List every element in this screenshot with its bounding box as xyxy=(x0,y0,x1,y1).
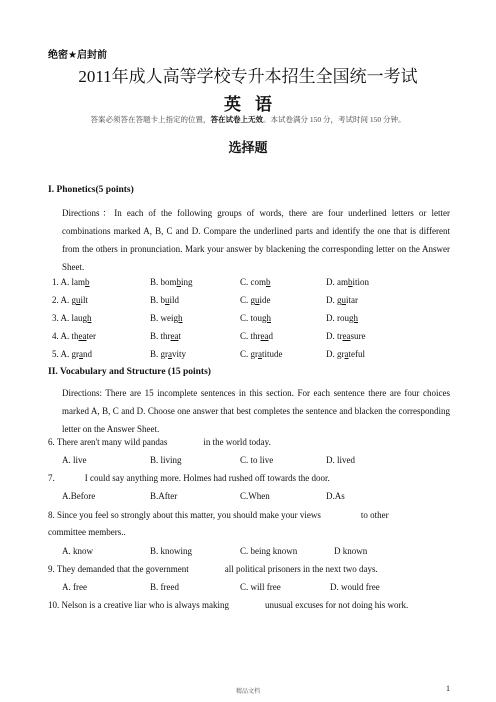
option: B. build xyxy=(150,295,180,305)
part1-heading: I. Phonetics(5 points) xyxy=(48,185,134,195)
option: B. knowing xyxy=(150,546,193,556)
option: C. thread xyxy=(240,331,274,341)
option: C.When xyxy=(240,491,270,501)
option: C. gratitude xyxy=(240,349,283,359)
question-text: 7. xyxy=(48,473,55,483)
option: D. would free xyxy=(330,582,380,592)
phonetics-row xyxy=(48,277,458,291)
option: D.As xyxy=(326,491,345,501)
option: B. bombing xyxy=(150,277,193,287)
question-8 xyxy=(48,510,389,520)
options-row xyxy=(48,455,458,469)
question-text: 8. Since you feel so strongly about this matter, you should make your views xyxy=(48,510,321,520)
question-text: in the world today. xyxy=(203,437,271,447)
footer-label: 精品文档 xyxy=(235,688,260,695)
option: D. rough xyxy=(326,313,358,323)
option: B. freed xyxy=(150,582,179,592)
notice-bold: 答在试卷上无效 xyxy=(210,115,263,124)
section-title: 选择题 xyxy=(228,141,268,156)
option: C. guide xyxy=(240,295,271,305)
phonetics-row xyxy=(48,331,458,345)
question-text: 9. They demanded that the government xyxy=(48,564,189,574)
option: D. ambition xyxy=(326,277,370,287)
question-text: to other xyxy=(360,510,389,520)
notice-text-2: 。本试卷满分 150 分，考试时间 150 分钟。 xyxy=(263,115,406,124)
page-number: 1 xyxy=(446,684,450,693)
option: B. gravity xyxy=(150,349,187,359)
part2-directions: Directions: There are 15 incomplete sentences in this section. For each sentence there are four choices marked A, B, C and D. Choose one answer that best completes the sentence and blacken the corresponding letter on the Answer Sheet. xyxy=(62,388,450,434)
option: B. weigh xyxy=(150,313,183,323)
exam-notice xyxy=(0,114,496,125)
option: C. being known xyxy=(240,546,298,556)
question-7 xyxy=(48,473,330,483)
confidential-mark: 绝密★启封前 xyxy=(48,50,107,61)
option: B.After xyxy=(150,491,178,501)
option: D. lived xyxy=(326,455,355,465)
notice-text-1: 答案必须答在答题卡上指定的位置， xyxy=(90,115,211,124)
option: C. will free xyxy=(240,582,281,592)
phonetics-row xyxy=(48,349,458,363)
option: A. live xyxy=(62,455,87,465)
question-8-cont: committee members.. xyxy=(48,527,126,537)
option: B. living xyxy=(150,455,182,465)
option: 5. A. grand xyxy=(52,349,92,359)
option: C. tough xyxy=(240,313,272,323)
question-text: all political prisoners in the next two days. xyxy=(224,564,378,574)
part1-directions: Directions：In each of the following groups of words, there are four underlined letters or letter combinations marked A, B, C and D. Compare the underlined parts and identify the one that is different from the others in pronunciation. Mark your answer by blackening the corresponding letter on the Answer Sheet. xyxy=(62,208,450,272)
options-row xyxy=(48,582,458,596)
option: A. know xyxy=(62,546,93,556)
exam-title: 2011年成人高等学校专升本招生全国统一考试 xyxy=(78,67,418,86)
option: D. guitar xyxy=(326,295,358,305)
question-text: I could say anything more. Holmes had rushed off towards the door. xyxy=(84,473,330,483)
phonetics-row xyxy=(48,295,458,309)
question-text: unusual excuses for not doing his work. xyxy=(264,600,409,610)
option: A. free xyxy=(62,582,87,592)
subject-title: 英语 xyxy=(224,95,286,115)
options-row xyxy=(48,491,458,505)
question-9 xyxy=(48,564,378,574)
option: C. comb xyxy=(240,277,271,287)
option: 3. A. laugh xyxy=(52,313,92,323)
option: 2. A. guilt xyxy=(52,295,89,305)
question-text: 6. There aren't many wild pandas xyxy=(48,437,168,447)
option: C. to live xyxy=(240,455,274,465)
option: 4. A. theater xyxy=(52,331,97,341)
question-10 xyxy=(48,600,408,610)
option: D. treasure xyxy=(326,331,366,341)
option: D. grateful xyxy=(326,349,365,359)
question-text: 10. Nelson is a creative liar who is always making xyxy=(48,600,229,610)
option: D known xyxy=(334,546,368,556)
option: 1. A. lamb xyxy=(52,277,90,287)
phonetics-row xyxy=(48,313,458,327)
option: A.Before xyxy=(62,491,96,501)
question-6 xyxy=(48,437,271,447)
options-row xyxy=(48,546,458,560)
part2-heading: II. Vocabulary and Structure (15 points) xyxy=(48,367,211,377)
option: B. threat xyxy=(150,331,182,341)
